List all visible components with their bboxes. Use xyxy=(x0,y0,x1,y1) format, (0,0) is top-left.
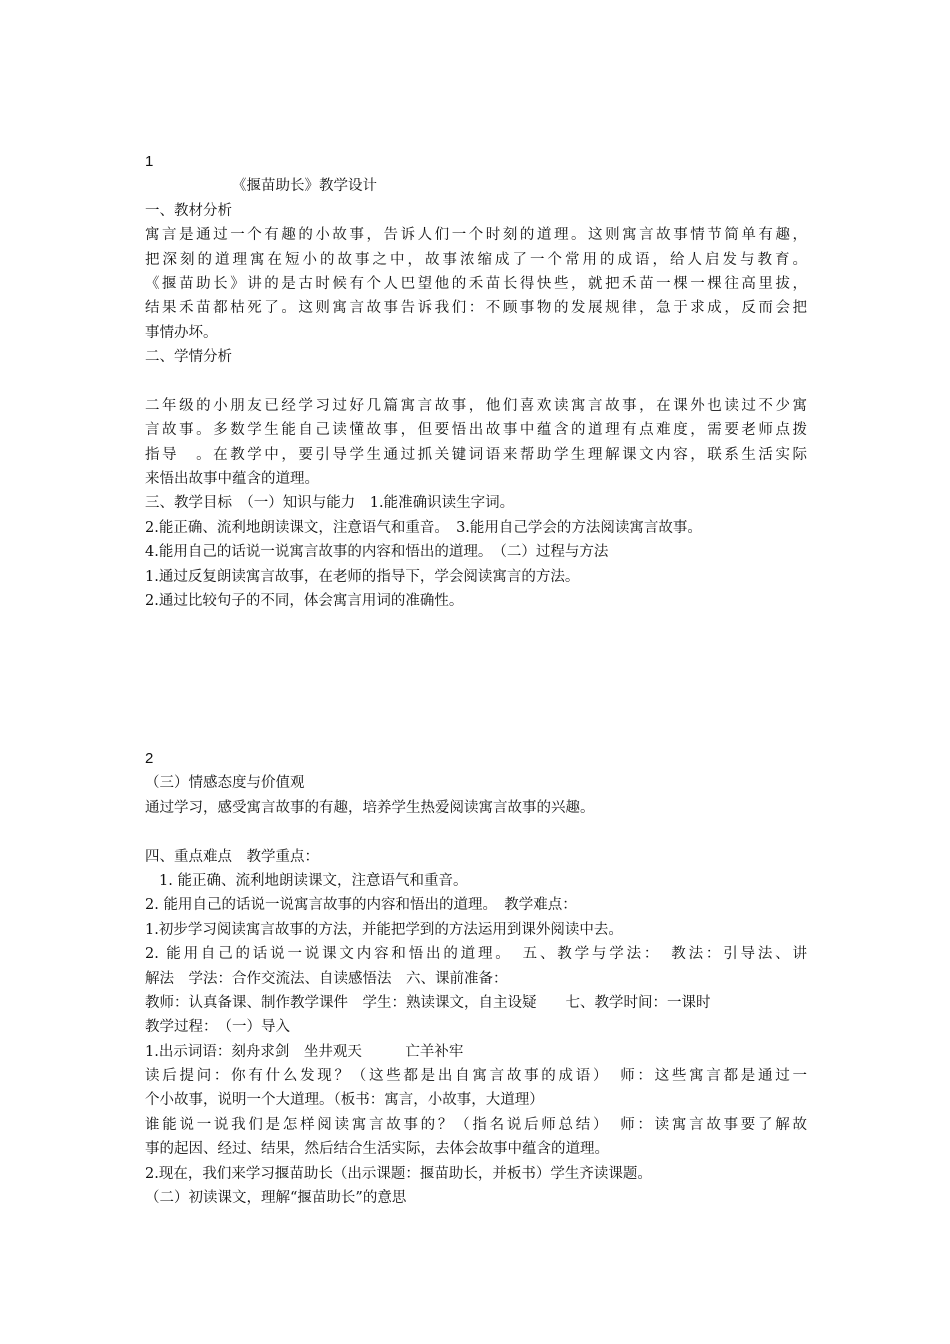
heading-teaching-process: 教学过程： （一）导入 xyxy=(145,1019,290,1036)
paragraph-line: 1. 能正确、流利地朗读课文，注意语气和重音。 xyxy=(159,872,468,889)
heading-teaching-goals: 三、教学目标 （一）知识与能力 1.能准确识读生字词。 xyxy=(145,495,515,512)
paragraph-line: 2.能正确、流利地朗读课文，注意语气和重音。 3.能用自己学会的方法阅读寓言故事。 xyxy=(145,519,702,536)
paragraph-line: 指导 。在教学中，要引导学生通过抓关键词语来帮助学生理解课文内容，联系生活实际 xyxy=(145,446,807,463)
paragraph-line: 言故事。多数学生能自己读懂故事，但要悟出故事中蕴含的道理有点难度，需要老师点拨 xyxy=(145,422,807,439)
heading-student-analysis: 二、学情分析 xyxy=(145,349,232,366)
paragraph-line: 1.通过反复朗读寓言故事，在老师的指导下，学会阅读寓言的方法。 xyxy=(145,568,580,585)
paragraph-line: 《揠苗助长》讲的是古时候有个人巴望他的禾苗长得快些，就把禾苗一棵一棵往高里拔， xyxy=(145,275,807,292)
paragraph-line: 1.初步学习阅读寓言故事的方法，并能把学到的方法运用到课外阅读中去。 xyxy=(145,921,623,938)
paragraph-line: 寓言是通过一个有趣的小故事，告诉人们一个时刻的道理。这则寓言故事情节简单有趣， xyxy=(145,227,807,244)
paragraph-line: 2. 能用自己的话说一说寓言故事的内容和悟出的道理。 教学难点： xyxy=(145,897,577,914)
page-1 xyxy=(145,150,807,613)
blank-line xyxy=(145,820,807,844)
paragraph-line: 4.能用自己的话说一说寓言故事的内容和悟出的道理。 （二）过程与方法 xyxy=(145,544,609,561)
paragraph-line: 解法 学法：合作交流法、自读感悟法 六、课前准备： xyxy=(145,970,508,987)
paragraph-line: 把深刻的道理寓在短小的故事之中，故事浓缩成了一个常用的成语，给人启发与教育。 xyxy=(145,251,807,268)
paragraph-line: 通过学习，感受寓言故事的有趣，培养学生热爱阅读寓言故事的兴趣。 xyxy=(145,799,595,816)
paragraph-line: 个小故事，说明一个大道理。（板书：寓言，小故事，大道理） xyxy=(145,1092,544,1109)
paragraph-line: 读后提问：你有什么发现？（这些都是出自寓言故事的成语） 师：这些寓言都是通过一 xyxy=(145,1068,807,1085)
heading-textbook-analysis: 一、教材分析 xyxy=(145,202,232,219)
paragraph-line: 事情办坏。 xyxy=(145,324,218,341)
paragraph-line: 2.通过比较句子的不同，体会寓言用词的准确性。 xyxy=(145,593,464,610)
paragraph-line: （二）初读课文，理解“揠苗助长”的意思 xyxy=(145,1190,407,1207)
page-number: 1 xyxy=(145,153,154,170)
blank-line xyxy=(145,370,807,394)
heading-key-points: 四、重点难点 教学重点： xyxy=(145,848,319,865)
page-2 xyxy=(145,747,807,1210)
paragraph-line: 来悟出故事中蕴含的道理。 xyxy=(145,471,319,488)
page-number: 2 xyxy=(145,750,154,767)
paragraph-line: 1.出示词语：刻舟求剑 坐井观天 亡羊补牢 xyxy=(145,1043,464,1060)
paragraph-line: 谁能说一说我们是怎样阅读寓言故事的？（指名说后师总结） 师：读寓言故事要了解故 xyxy=(145,1116,807,1133)
paragraph-line: 事的起因、经过、结果，然后结合生活实际，去体会故事中蕴含的道理。 xyxy=(145,1141,609,1158)
paragraph-line: 2.现在，我们来学习揠苗助长（出示课题：揠苗助长，并板书）学生齐读课题。 xyxy=(145,1165,652,1182)
document-title: 《揠苗助长》教学设计 xyxy=(232,178,377,195)
paragraph-line: 2. 能用自己的话说一说课文内容和悟出的道理。 五、教学与学法： 教法：引导法、讲 xyxy=(145,946,807,963)
paragraph-line: 教师：认真备课、制作教学课件 学生：熟读课文，自主设疑 七、教学时间：一课时 xyxy=(145,994,711,1011)
paragraph-line: 二年级的小朋友已经学习过好几篇寓言故事，他们喜欢读寓言故事，在课外也读过不少寓 xyxy=(145,397,807,414)
heading-attitude-values: （三）情感态度与价值观 xyxy=(145,775,305,792)
paragraph-line: 结果禾苗都枯死了。这则寓言故事告诉我们：不顾事物的发展规律，急于求成，反而会把 xyxy=(145,300,807,317)
